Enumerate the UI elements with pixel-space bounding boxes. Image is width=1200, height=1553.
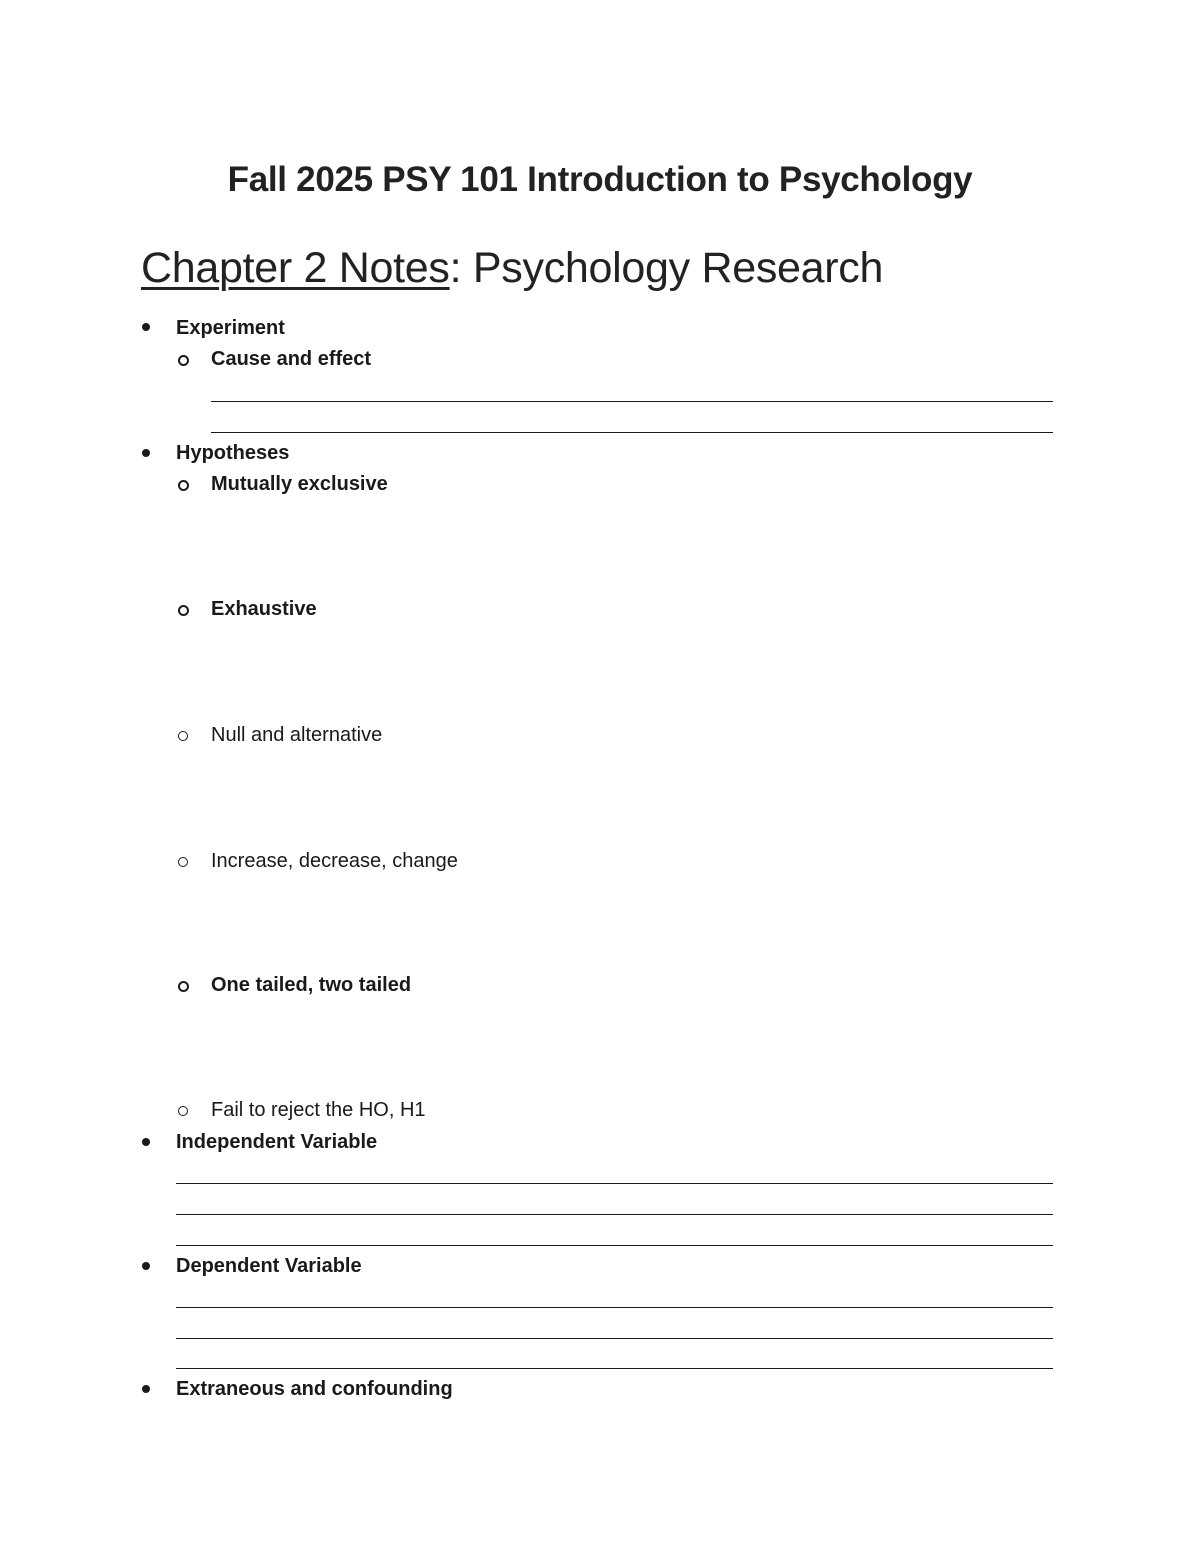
answer-line (176, 1368, 1053, 1369)
sub-bullet-icon (178, 981, 189, 992)
answer-line (176, 1338, 1053, 1339)
bullet-icon (142, 1262, 150, 1270)
list-item-dependent-variable: Dependent Variable (176, 1255, 362, 1277)
bullet-icon (142, 1138, 150, 1146)
answer-line (176, 1214, 1053, 1215)
sub-bullet-icon (178, 857, 188, 867)
sub-bullet-icon (178, 355, 189, 366)
chapter-label: Chapter 2 Notes (141, 244, 450, 292)
answer-line (176, 1307, 1053, 1308)
sub-item-mutually-exclusive: Mutually exclusive (211, 473, 388, 495)
sub-item-cause-effect: Cause and effect (211, 348, 372, 370)
sub-bullet-icon (178, 480, 189, 491)
chapter-topic: Psychology Research (461, 244, 884, 292)
answer-line (211, 401, 1053, 402)
document-title: Fall 2025 PSY 101 Introduction to Psychology (227, 160, 973, 199)
chapter-heading (141, 244, 883, 293)
answer-line (176, 1183, 1053, 1184)
sub-bullet-icon (178, 731, 188, 741)
list-item-independent-variable: Independent Variable (176, 1131, 378, 1153)
sub-bullet-icon (178, 1106, 188, 1116)
answer-line (211, 432, 1053, 433)
sub-item-increase-decrease: Increase, decrease, change (211, 850, 458, 872)
sub-bullet-icon (178, 605, 189, 616)
list-item-extraneous: Extraneous and confounding (176, 1378, 453, 1400)
list-item-hypotheses: Hypotheses (176, 442, 290, 464)
list-item-experiment: Experiment (176, 317, 285, 339)
sub-item-fail-to-reject: Fail to reject the HO, H1 (211, 1099, 426, 1121)
answer-line (176, 1245, 1053, 1246)
chapter-separator: : (449, 244, 462, 292)
bullet-icon (142, 1385, 150, 1393)
sub-item-exhaustive: Exhaustive (211, 598, 317, 620)
sub-item-null-alternative: Null and alternative (211, 724, 383, 746)
sub-item-tailed: One tailed, two tailed (211, 974, 412, 996)
bullet-icon (142, 323, 150, 331)
bullet-icon (142, 449, 150, 457)
